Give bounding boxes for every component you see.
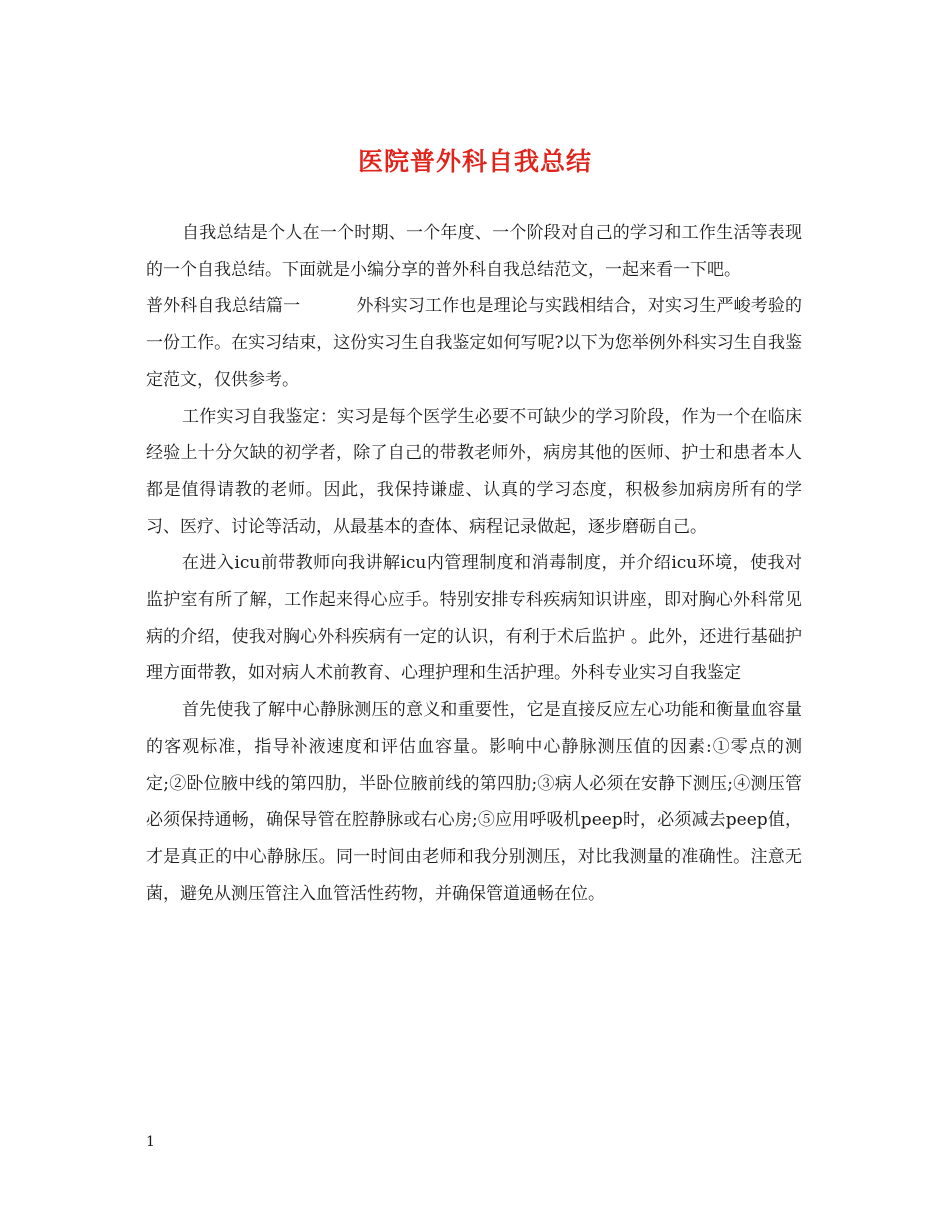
paragraph-work-assessment: 工作实习自我鉴定：实习是每个医学生必要不可缺少的学习阶段，作为一个在临床经验上十分欠缺的初学者，除了自己的带教老师外，病房其他的医师、护士和患者本人都是值得请教的老师。因此，我保持谦虚、认真的学习态度，积极参加病房所有的学习、医疗、讨论等活动，从最基本的查体、病程记录做起，逐步磨砺自己。	[146, 406, 802, 537]
paragraph-intro: 自我总结是个人在一个时期、一个年度、一个阶段对自己的学习和工作生活等表现的一个自我总结。下面就是小编分享的普外科自我总结范文，一起来看一下吧。	[146, 223, 802, 280]
section-heading: 普外科自我总结篇一	[146, 296, 301, 317]
document-title: 医院普外科自我总结	[357, 147, 592, 176]
page-number: 1	[146, 1134, 155, 1150]
paragraph-cvp: 首先使我了解中心静脉测压的意义和重要性，它是直接反应左心功能和衡量血容量的客观标准，指导补液速度和评估血容量。影响中心静脉测压值的因素:①零点的测定;②卧位腋中线的第四肋，半卧位腋前线的第四肋;③病人必须在安静下测压;④测压管必须保持通畅，确保导管在腔静脉或右心房;⑤应用呼吸机peep时，必须减去peep值，才是真正的中心静脉压。同一时间由老师和我分别测压，对比我测量的准确性。注意无菌，避免从测压管注入血管活性药物，并确保管道通畅在位。	[146, 700, 802, 904]
paragraph-icu: 在进入icu前带教师向我讲解icu内管理制度和消毒制度，并介绍icu环境，使我对监护室有所了解，工作起来得心应手。特别安排专科疾病知识讲座，即对胸心外科常见病的介绍，使我对胸心外科疾病有一定的认识，有利于术后监护 。此外，还进行基础护理方面带教，如对病人术前教育、心理护理和生活护理。外科专业实习自我鉴定	[146, 553, 803, 684]
paragraph-section-one	[146, 288, 802, 398]
section-one-text: 外科实习工作也是理论与实践相结合，对实习生严峻考验的一份工作。在实习结束，这份实习生自我鉴定如何写呢?以下为您举例外科实习生自我鉴定范文，仅供参考。	[146, 296, 803, 390]
document-body	[146, 215, 802, 912]
